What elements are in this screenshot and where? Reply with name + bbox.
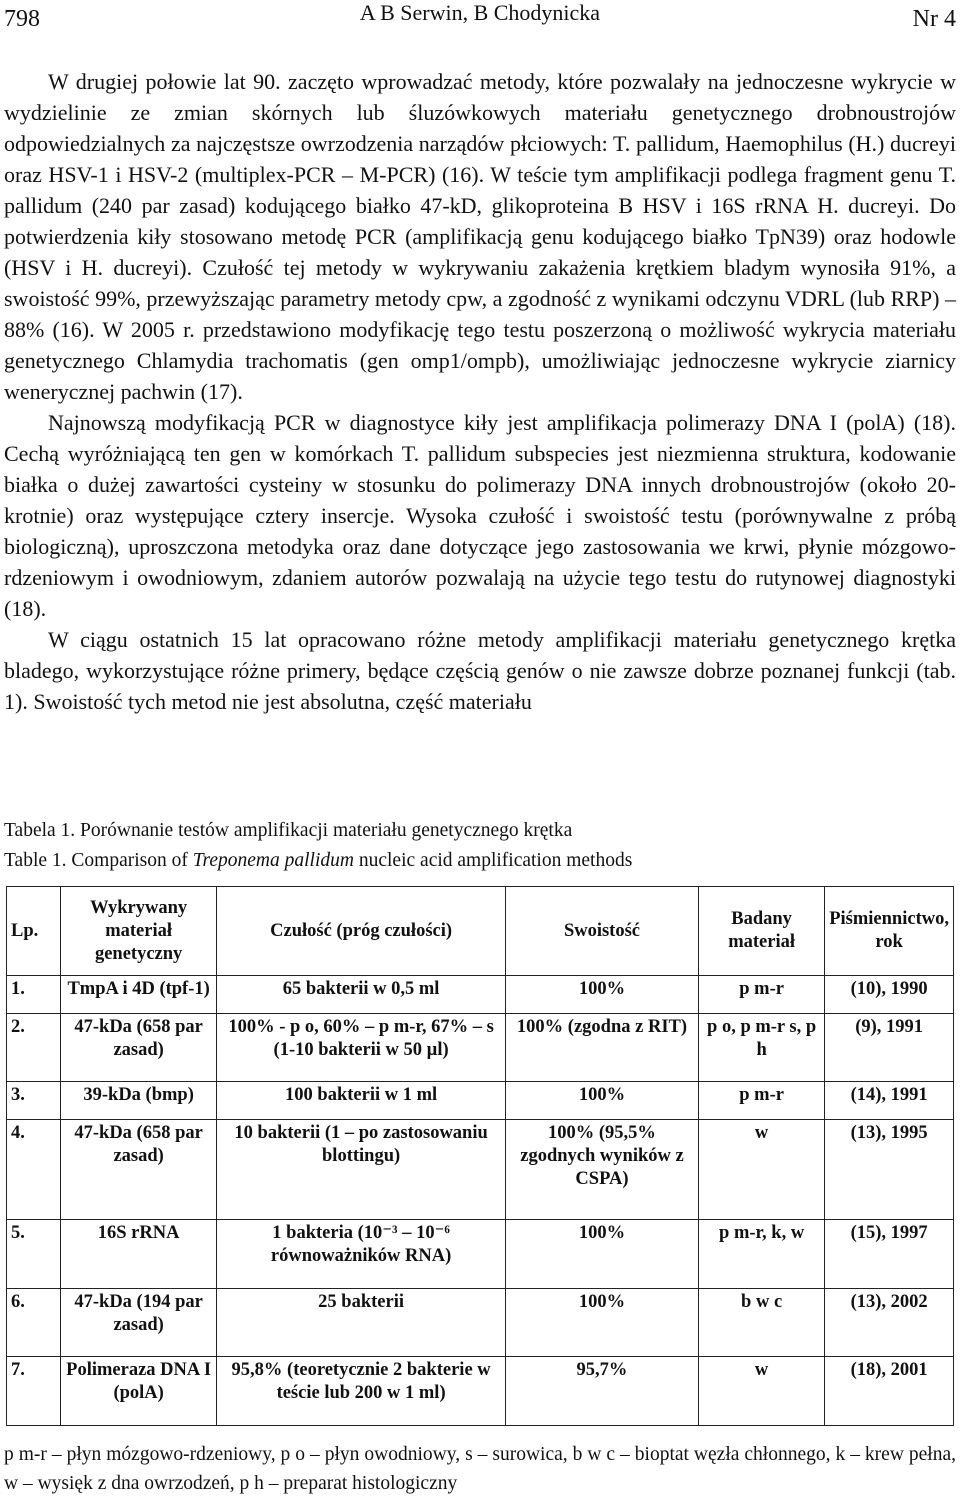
table-cell: w <box>699 1120 825 1220</box>
table-cell: 3. <box>7 1082 61 1120</box>
table-cell: (15), 1997 <box>825 1219 954 1288</box>
table-row <box>7 1219 954 1288</box>
running-header <box>0 0 960 40</box>
table-cell: 95,8% (teoretycznie 2 bakterie w teście lub 200 w 1 ml) <box>217 1357 506 1426</box>
table-cell: 4. <box>7 1120 61 1220</box>
body-text <box>4 66 956 717</box>
table-cell: 100% - p o, 60% – p m-r, 67% – s (1-10 bakterii w 50 µl) <box>217 1013 506 1082</box>
table-cell: 16S rRNA <box>61 1219 217 1288</box>
table-cell: (14), 1991 <box>825 1082 954 1120</box>
table-row <box>7 976 954 1014</box>
header-cell: Piśmiennictwo, rok <box>825 887 954 976</box>
table-cell: Polimeraza DNA I (polA) <box>61 1357 217 1426</box>
table-cell: 65 bakterii w 0,5 ml <box>217 976 506 1014</box>
paragraph: Najnowszą modyfikacją PCR w diagnostyce kiły jest amplifikacja polimerazy DNA I (polA) (18). Cechą wyróżniającą ten gen w komórkach T. pallidum subspecies jest niezmienna struktura, kodowanie białka o dużej zawartości cysteiny w stosunku do polimerazy DNA innych drobnoustrojów (około 20-krotnie) oraz występujące cztery insercje. Wysoka czułość i swoistość testu (porównywalne z próbą biologiczną), uproszczona metodyka oraz dane dotyczące jego zastosowania we krwi, płynie mózgowo-rdzeniowym i owodniowym, zdaniem autorów pozwalają na użycie tego testu do rutynowej diagnostyki (18). <box>4 410 956 621</box>
table-cell: 100% (95,5% zgodnych wyników z CSPA) <box>505 1120 698 1220</box>
table-cell: 100 bakterii w 1 ml <box>217 1082 506 1120</box>
header-cell: Badany materiał <box>699 887 825 976</box>
table-cell: 39-kDa (bmp) <box>61 1082 217 1120</box>
table-row <box>7 1013 954 1082</box>
paragraph: W drugiej połowie lat 90. zaczęto wprowadzać metody, które pozwalały na jednoczesne wykrycie w wydzielinie ze zmian skórnych lub śluzówkowych materiału genetycznego drobnoustrojów odpowiedzialnych za najczęstsze owrzodzenia narządów płciowych: T. pallidum, Haemophilus (H.) ducreyi oraz HSV-1 i HSV-2 (multiplex-PCR – M-PCR) (16). W teście tym amplifikacji podlega fragment genu T. pallidum (240 par zasad) kodującego białko 47-kD, glikoproteina B HSV i 16S rRNA H. ducreyi. Do potwierdzenia kiły stosowano metodę PCR (amplifikacją genu kodującego białko TpN39) oraz hodowle (HSV i H. ducreyi). Czułość tej metody w wykrywaniu zakażenia krętkiem bladym wynosiła 91%, a swoistość 99%, przewyższając parametry metody cpw, a zgodność z wynikami odczynu VDRL (lub RRP) – 88% (16). W 2005 r. przedstawiono modyfikację tego testu poszerzoną o możliwość wykrycia materiału genetycznego Chlamydia trachomatis (gen omp1/ompb), umożliwiając jednoczesne wykrycie ziarnicy wenerycznej pachwin (17). <box>4 69 956 404</box>
header-authors: A B Serwin, B Chodynicka <box>359 0 601 25</box>
table-cell: 2. <box>7 1013 61 1082</box>
table-cell: b w c <box>699 1288 825 1357</box>
table-row <box>7 1288 954 1357</box>
paragraph: W ciągu ostatnich 15 lat opracowano różne metody amplifikacji materiału genetycznego krętka bladego, wykorzystujące różne primery, będące częścią genów o nie zawsze dobrze poznanej funkcji (tab. 1). Swoistość tych metod nie jest absolutna, część materiału <box>4 627 956 714</box>
caption-english-species: Treponema pallidum <box>192 850 354 871</box>
table-cell: p m-r <box>699 976 825 1014</box>
table-cell: 10 bakterii (1 – po zastosowaniu blottingu) <box>217 1120 506 1220</box>
table-cell: (9), 1991 <box>825 1013 954 1082</box>
table-cell: p o, p m-r s, p h <box>699 1013 825 1082</box>
table-row <box>7 1082 954 1120</box>
table-cell: (10), 1990 <box>825 976 954 1014</box>
table-caption <box>4 816 956 876</box>
table-cell: 7. <box>7 1357 61 1426</box>
table-cell: 47-kDa (658 par zasad) <box>61 1120 217 1220</box>
header-cell: Swoistość <box>505 887 698 976</box>
caption-polish: Tabela 1. Porównanie testów amplifikacji materiału genetycznego krętka <box>4 820 573 841</box>
caption-english <box>4 846 956 876</box>
table-cell: (13), 2002 <box>825 1288 954 1357</box>
table-cell: 5. <box>7 1219 61 1288</box>
table-cell: 95,7% <box>505 1357 698 1426</box>
table-row <box>7 1120 954 1220</box>
table-cell: 100% (zgodna z RIT) <box>505 1013 698 1082</box>
issue-number: Nr 4 <box>912 6 956 32</box>
table-cell: w <box>699 1357 825 1426</box>
table-cell: 100% <box>505 976 698 1014</box>
table-cell: 47-kDa (658 par zasad) <box>61 1013 217 1082</box>
table-cell: 100% <box>505 1219 698 1288</box>
table-cell: 100% <box>505 1082 698 1120</box>
header-cell: Lp. <box>7 887 61 976</box>
header-cell: Czułość (próg czułości) <box>217 887 506 976</box>
table-cell: (13), 1995 <box>825 1120 954 1220</box>
caption-english-suffix: nucleic acid amplification methods <box>353 850 633 871</box>
table-row <box>7 1357 954 1426</box>
table-cell: 100% <box>505 1288 698 1357</box>
table-header-row <box>7 887 954 976</box>
header-cell: Wykrywany materiał genetyczny <box>61 887 217 976</box>
page-number: 798 <box>4 6 40 32</box>
table-cell: 6. <box>7 1288 61 1357</box>
table-cell: 1 bakteria (10⁻³ – 10⁻⁶ równoważników RNA) <box>217 1219 506 1288</box>
table-cell: 47-kDa (194 par zasad) <box>61 1288 217 1357</box>
table-cell: p m-r, k, w <box>699 1219 825 1288</box>
table-footnote: p m-r – płyn mózgowo-rdzeniowy, p o – płyn owodniowy, s – surowica, b w c – bioptat węzła chłonnego, k – krew pełna, w – wysięk z dna owrzodzeń, p h – preparat histologiczny <box>4 1444 956 1494</box>
table-cell: p m-r <box>699 1082 825 1120</box>
caption-english-prefix: Table 1. Comparison of <box>4 850 193 871</box>
table-cell: TmpA i 4D (tpf-1) <box>61 976 217 1014</box>
comparison-table <box>6 886 954 1426</box>
table-cell: 25 bakterii <box>217 1288 506 1357</box>
table-cell: 1. <box>7 976 61 1014</box>
table-cell: (18), 2001 <box>825 1357 954 1426</box>
